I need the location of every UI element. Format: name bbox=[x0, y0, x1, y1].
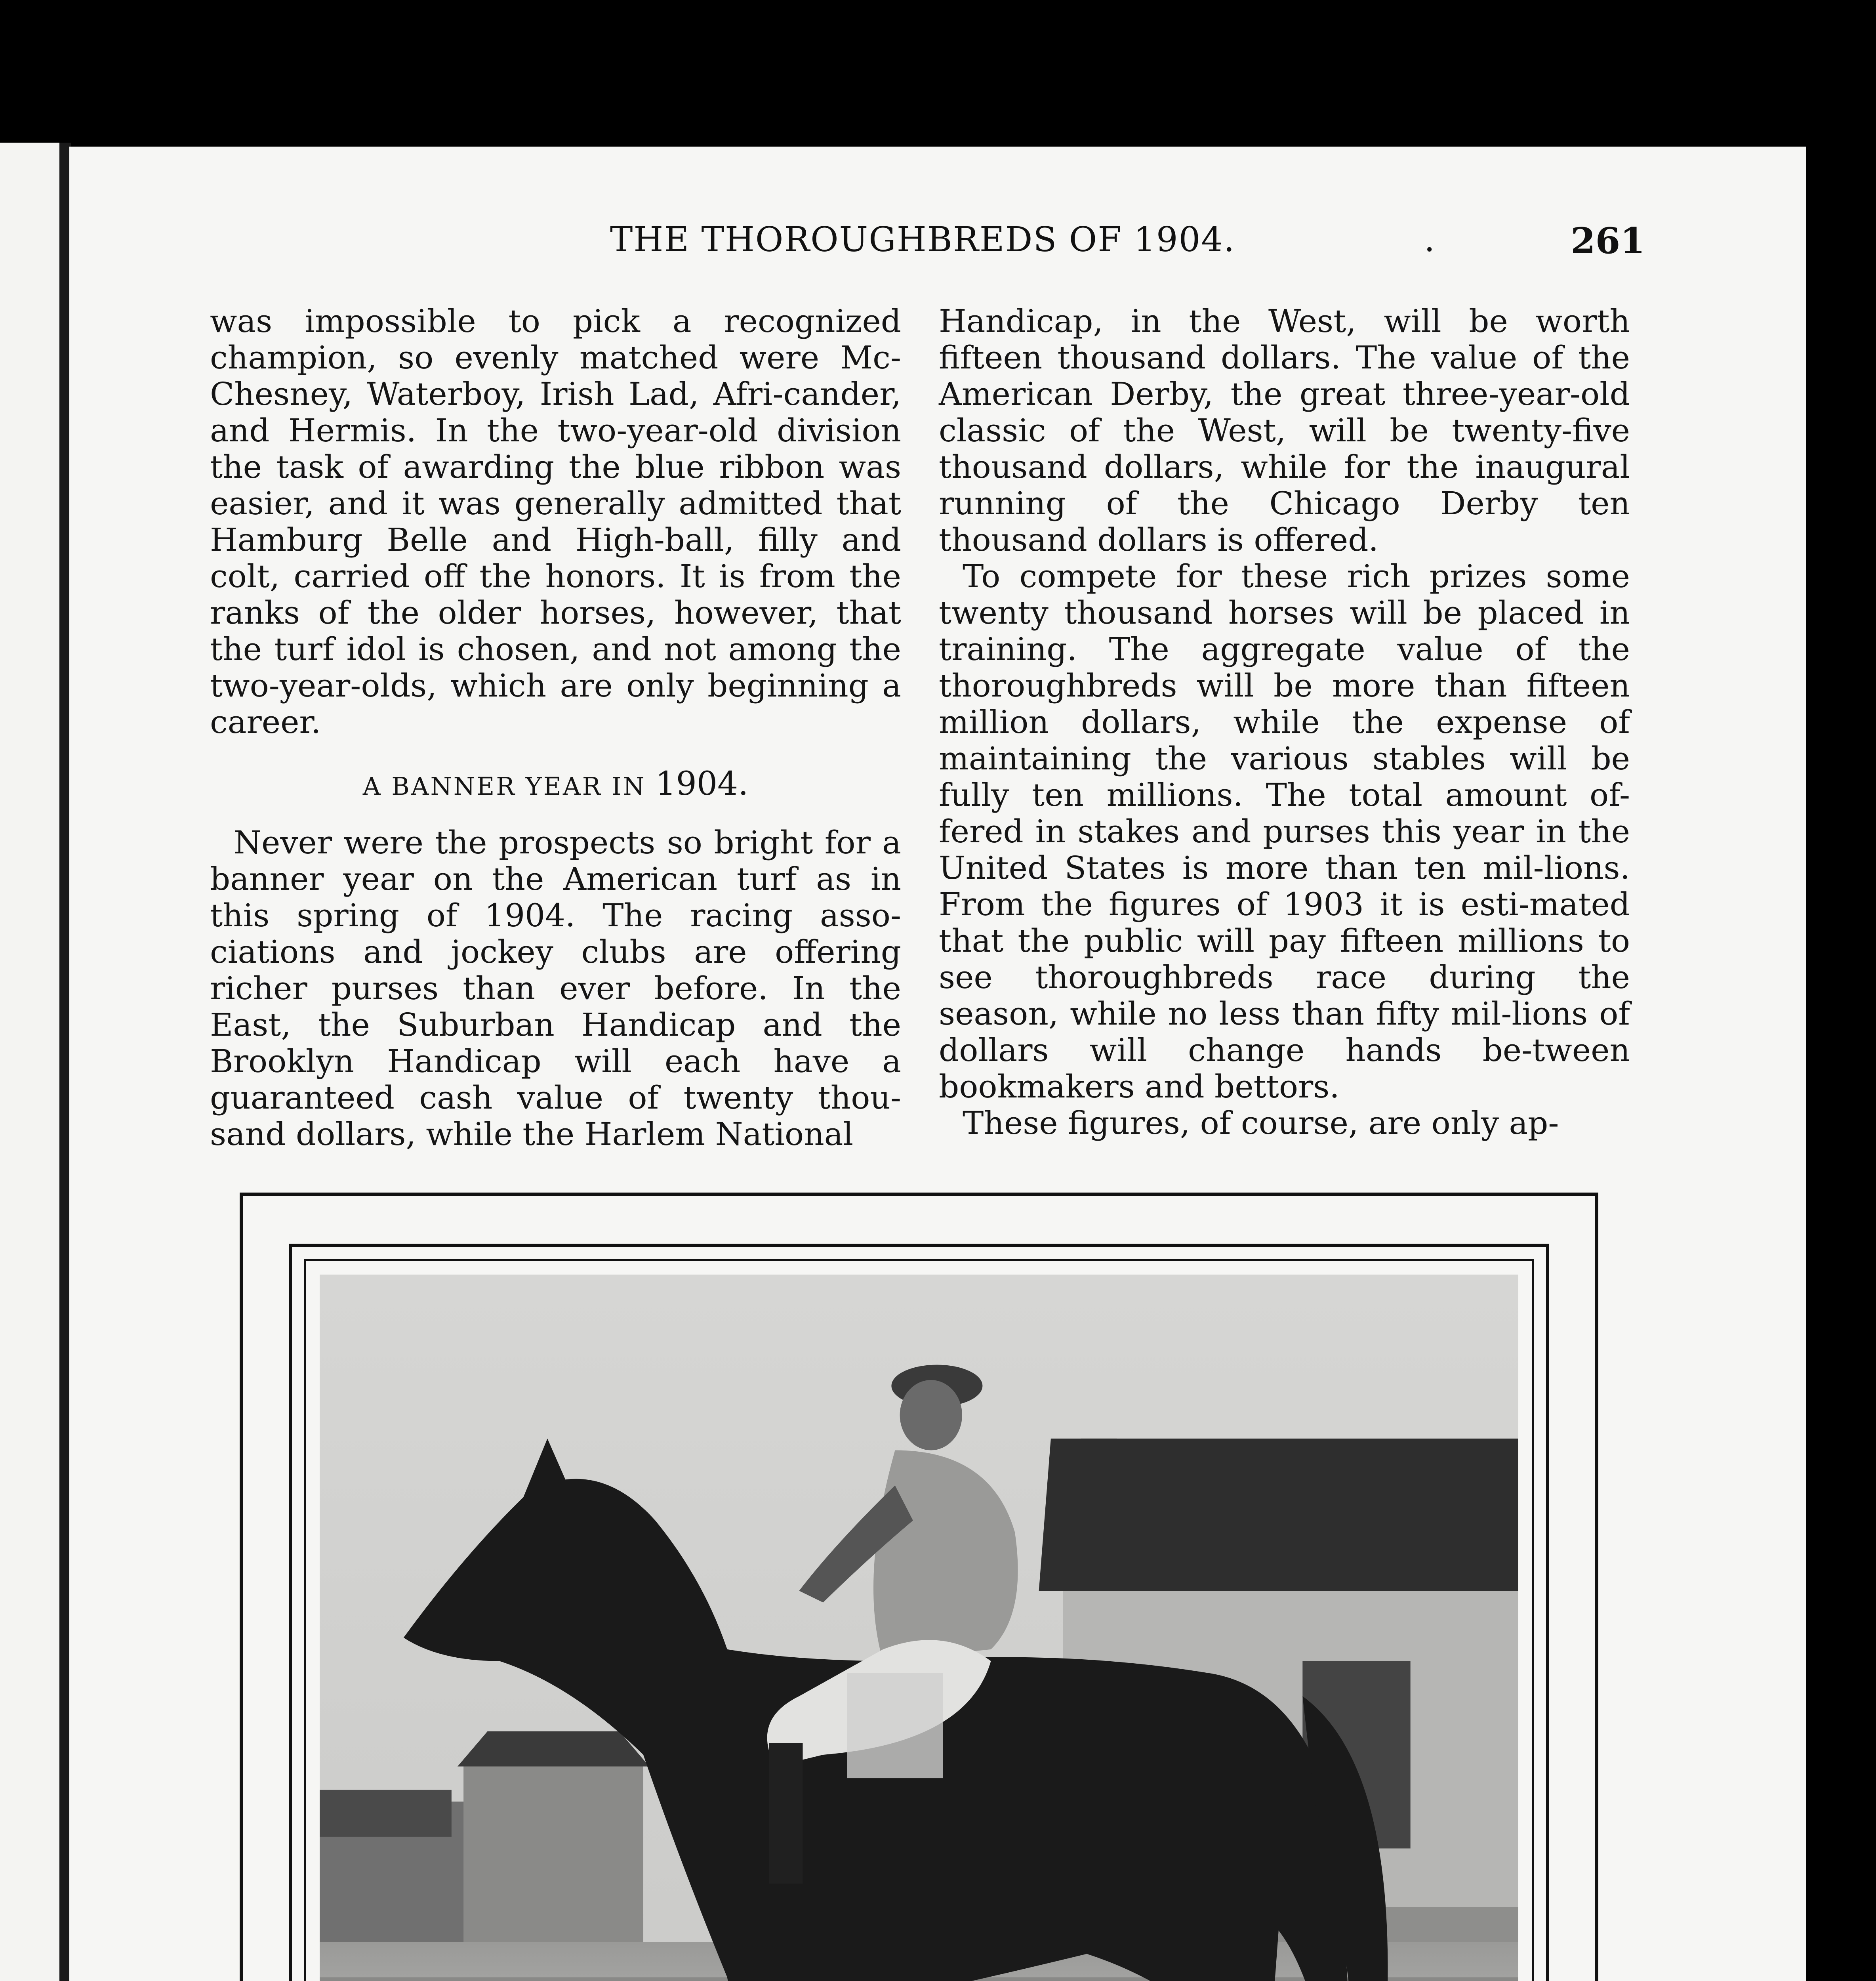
photo-illustration bbox=[320, 1275, 1518, 1981]
left-paragraph-2: Never were the prospects so bright for a banner year on the American turf as in this spring of 1904. The racing asso-ciations and jockey clubs are offering richer purses than ever before. In the East, the Suburban Handicap and the Brooklyn Handicap will each have a guaranteed cash value of twenty thou-sand dollars, while the Harlem National bbox=[210, 824, 901, 1153]
subhead-text: A BANNER YEAR IN bbox=[362, 772, 646, 801]
right-paragraph-2: To compete for these rich prizes some twenty thousand horses will be placed in training. The aggregate value of the thoroughbreds will be more than fifteen million dollars, while the expense of maintaining the various stables will be fully ten millions. The total amount of-fered in stakes and purses this year in the United States is more than ten mil-lions. From the figures of 1903 it is esti-mated that the public will pay fifteen millions to see thoroughbreds race during the season, while no less than fifty mil-lions of dollars will change hands be-tween bookmakers and bettors. bbox=[939, 558, 1630, 1105]
running-title: THE THOROUGHBREDS OF 1904. bbox=[610, 220, 1235, 260]
page-number: 261 bbox=[1571, 220, 1645, 262]
left-paragraph-1: was impossible to pick a recognized champion, so evenly matched were Mc-Chesney, Waterboy, Irish Lad, Afri-cander, and Hermis. In the two-year-old division the task of awarding the blue ribbon was easier, and it was generally admitted that Hamburg Belle and High-ball, filly and colt, carried off the honors. It is from the ranks of the older horses, however, that the turf idol is chosen, and not among the two-year-olds, which are only beginning a career. bbox=[210, 303, 901, 740]
horse-and-jockey-photograph bbox=[320, 1275, 1518, 1981]
running-header bbox=[69, 220, 1806, 275]
left-text-column bbox=[210, 303, 901, 1153]
section-subhead bbox=[210, 766, 901, 805]
photo-frame-inner bbox=[304, 1259, 1534, 1981]
photo-frame-middle bbox=[289, 1244, 1549, 1981]
header-separator: . bbox=[1424, 220, 1435, 260]
photo-frame-outer bbox=[240, 1193, 1598, 1981]
right-paragraph-3: These figures, of course, are only ap- bbox=[963, 1105, 1559, 1141]
right-paragraph-1: Handicap, in the West, will be worth fifteen thousand dollars. The value of the American Derby, the great three-year-old classic of the West, will be twenty-five thousand dollars, while for the inaugural running of the Chicago Derby ten thousand dollars is offered. bbox=[939, 303, 1630, 558]
facing-page-edge bbox=[0, 143, 59, 1981]
right-text-column bbox=[939, 303, 1630, 1141]
subhead-year: 1904. bbox=[655, 765, 749, 803]
magazine-page bbox=[69, 147, 1806, 1981]
